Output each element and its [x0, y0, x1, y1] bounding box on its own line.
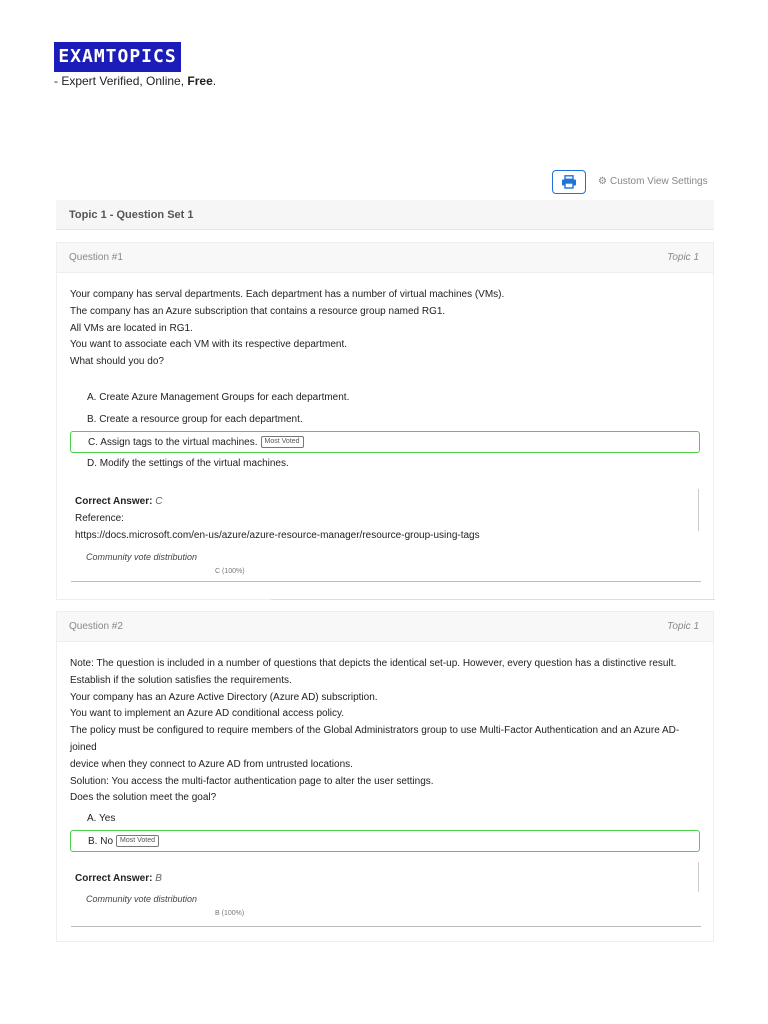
gear-icon: ⚙	[598, 176, 607, 187]
question-card-2	[56, 611, 714, 942]
correct-answer-value: B	[155, 873, 162, 884]
vote-distribution-title: Community vote distribution	[86, 552, 198, 562]
reference-label: Reference:	[75, 513, 124, 524]
question-topic: Topic 1	[667, 621, 699, 632]
printer-icon	[561, 175, 577, 189]
choice-a[interactable]: A. Yes	[87, 813, 116, 824]
vote-distribution-result: C (100%)	[215, 568, 245, 575]
choice-a[interactable]: A. Create Azure Management Groups for each department.	[87, 392, 350, 403]
question-text: Note: The question is included in a number of questions that depicts the identical set-up. However, every question has a distinctive result. Establish if the solution satisfies the requirements. Your company has an Azure Active Directory (Azure AD) subscription. You want to implement an Azure AD conditional access policy. The policy must be configured to require members of the Global Administrators group to use Multi-Factor Authentication and an Azure AD-joined device when they connect to Azure AD from untrusted locations. Solution: You access the multi-factor authentication page to alter the user settings. Does the solution meet the goal?	[70, 658, 680, 804]
question-header	[57, 612, 713, 642]
question-card-1	[56, 242, 714, 600]
card-footer-rule	[271, 599, 715, 600]
question-topic: Topic 1	[667, 252, 699, 263]
choice-c[interactable]: C. Assign tags to the virtual machines. Most Voted	[70, 431, 700, 453]
vote-distribution-bar	[71, 581, 701, 582]
answer-block	[75, 870, 701, 887]
print-button[interactable]	[552, 170, 586, 194]
topic-header: Topic 1 - Question Set 1	[56, 200, 714, 230]
reference-link[interactable]: https://docs.microsoft.com/en-us/azure/azure-resource-manager/resource-group-using-tags	[75, 530, 480, 541]
question-number: Question #1	[69, 252, 123, 263]
choice-d[interactable]: D. Modify the settings of the virtual machines.	[87, 458, 289, 469]
choice-b[interactable]: B. Create a resource group for each department.	[87, 414, 303, 425]
answer-divider	[698, 862, 699, 892]
choice-b[interactable]: B. No Most Voted	[70, 830, 700, 852]
correct-answer-label: Correct Answer:	[75, 496, 153, 507]
vote-distribution-bar	[71, 926, 701, 927]
examtopics-logo: EXAMTOPICS	[54, 42, 181, 72]
most-voted-badge: Most Voted	[261, 436, 304, 448]
answer-block	[75, 493, 701, 544]
question-number: Question #2	[69, 621, 123, 632]
correct-answer-label: Correct Answer:	[75, 873, 153, 884]
custom-view-settings-label: Custom View Settings	[609, 176, 708, 187]
vote-distribution-title: Community vote distribution	[86, 894, 198, 904]
most-voted-badge: Most Voted	[116, 835, 159, 847]
correct-answer-value: C	[155, 496, 163, 507]
tagline: - Expert Verified, Online, Free.	[54, 74, 217, 88]
question-text: Your company has serval departments. Each department has a number of virtual machines (VMs). The company has an Azure subscription that contains a resource group named RG1. All VMs are located in RG1. You want to associate each VM with its respective department. What should you do?	[70, 289, 505, 368]
answer-choices	[70, 808, 700, 852]
question-header	[57, 243, 713, 273]
answer-divider	[698, 489, 699, 531]
answer-choices	[70, 387, 700, 475]
vote-distribution-result: B (100%)	[215, 910, 245, 917]
custom-view-settings-link[interactable]	[598, 176, 708, 187]
